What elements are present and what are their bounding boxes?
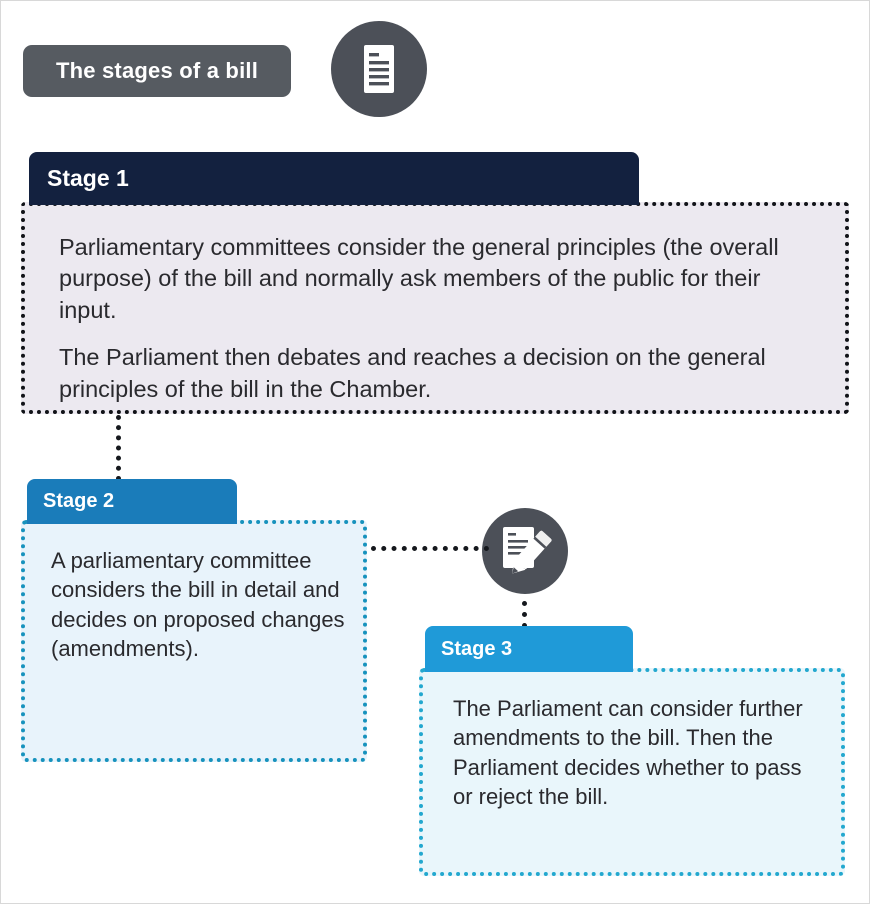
connector-stage2-to-icon <box>371 546 489 551</box>
connector-icon-to-stage3 <box>522 601 527 628</box>
stage-1-paragraph-1: Parliamentary committees consider the general principles (the overall purpose) of the bill and normally ask members of the public for their input. <box>59 234 779 323</box>
stage-3-paragraph-1: The Parliament can consider further amendments to the bill. Then the Parliament decides whether to pass or reject the bill. <box>453 696 803 810</box>
stage-1-header <box>29 152 639 205</box>
diagram-title-pill <box>23 45 291 97</box>
stage-1-body <box>21 202 849 414</box>
document-pencil-icon <box>482 508 568 594</box>
connector-stage1-to-stage2 <box>116 415 121 481</box>
stage-2-header-label: Stage 2 <box>43 490 115 512</box>
document-icon <box>331 21 427 117</box>
stage-2-header <box>27 479 237 524</box>
stage-3-header <box>425 626 633 672</box>
page-title: The stages of a bill <box>55 58 259 83</box>
stage-3-header-label: Stage 3 <box>441 637 513 660</box>
stage-1-paragraph-2: The Parliament then debates and reaches a decision on the general principles of the bill in the Chamber. <box>59 344 766 402</box>
stage-2-body <box>21 520 367 762</box>
stage-1-header-label: Stage 1 <box>47 165 129 191</box>
stage-2-paragraph-1: A parliamentary committee considers the bill in detail and decides on proposed changes (amendments). <box>51 548 345 661</box>
stage-3-body <box>419 668 845 876</box>
